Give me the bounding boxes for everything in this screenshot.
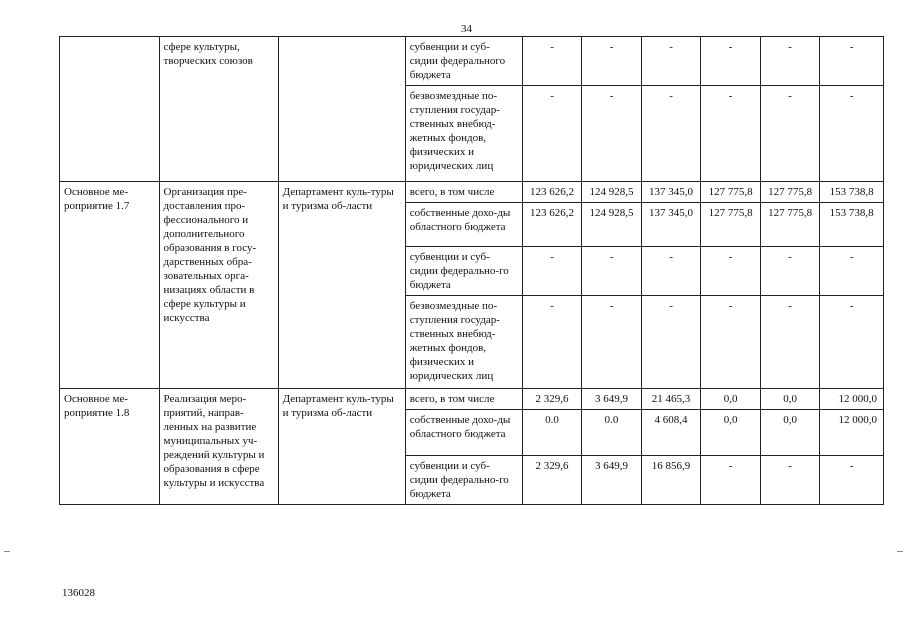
value-cell: - xyxy=(820,296,884,389)
funding-source-cell: субвенции и суб-сидии федерально-го бюджета xyxy=(405,247,522,296)
value-cell: 123 626,2 xyxy=(522,203,582,247)
value-cell: 0.0 xyxy=(522,410,582,456)
value-cell: 12 000,0 xyxy=(820,410,884,456)
measure-cell xyxy=(60,37,160,182)
value-cell: - xyxy=(760,247,820,296)
funding-source-cell: безвозмездные по-ступления государ-ственных внебюд-жетных фондов, физических и юридических лиц xyxy=(405,86,522,182)
value-cell: 2 329,6 xyxy=(522,389,582,410)
value-cell: 123 626,2 xyxy=(522,182,582,203)
value-cell: - xyxy=(701,247,761,296)
value-cell: 2 329,6 xyxy=(522,456,582,505)
value-cell: 0.0 xyxy=(582,410,642,456)
funding-source-cell: всего, в том числе xyxy=(405,389,522,410)
value-cell: 153 738,8 xyxy=(820,203,884,247)
value-cell: 0,0 xyxy=(760,389,820,410)
page-number: 34 xyxy=(461,23,472,35)
executor-cell: Департамент куль-туры и туризма об-ласти xyxy=(278,389,405,505)
value-cell: - xyxy=(760,296,820,389)
value-cell: - xyxy=(641,37,701,86)
table-row xyxy=(60,389,884,410)
value-cell: 127 775,8 xyxy=(701,182,761,203)
value-cell: - xyxy=(522,37,582,86)
value-cell: - xyxy=(522,86,582,182)
table-row xyxy=(60,182,884,203)
funding-source-cell: субвенции и суб-сидии федерально-го бюджета xyxy=(405,456,522,505)
funding-source-cell: всего, в том числе xyxy=(405,182,522,203)
value-cell: - xyxy=(522,247,582,296)
measure-description-cell: сфере культуры, творческих союзов xyxy=(159,37,278,182)
table-row xyxy=(60,37,884,86)
value-cell: 124 928,5 xyxy=(582,203,642,247)
value-cell: 137 345,0 xyxy=(641,182,701,203)
value-cell: - xyxy=(522,296,582,389)
funding-source-cell: субвенции и суб-сидии федерального бюджета xyxy=(405,37,522,86)
value-cell: 124 928,5 xyxy=(582,182,642,203)
value-cell: - xyxy=(760,37,820,86)
value-cell: - xyxy=(701,296,761,389)
measure-cell: Основное ме-роприятие 1.8 xyxy=(60,389,160,505)
value-cell: - xyxy=(820,37,884,86)
value-cell: 153 738,8 xyxy=(820,182,884,203)
value-cell: - xyxy=(760,86,820,182)
value-cell: 0,0 xyxy=(760,410,820,456)
executor-cell: Департамент куль-туры и туризма об-ласти xyxy=(278,182,405,389)
value-cell: 0,0 xyxy=(701,410,761,456)
measure-description-cell: Реализация меро-приятий, направ-ленных на развитие муниципальных уч-реждений культуры и образования в сфере культуры и искусства xyxy=(159,389,278,505)
value-cell: - xyxy=(641,86,701,182)
value-cell: - xyxy=(820,86,884,182)
funding-source-cell: собственные дохо-ды областного бюджета xyxy=(405,203,522,247)
document-code: 136028 xyxy=(62,587,95,599)
value-cell: 16 856,9 xyxy=(641,456,701,505)
value-cell: - xyxy=(820,456,884,505)
budget-table xyxy=(59,36,884,505)
value-cell: 127 775,8 xyxy=(760,203,820,247)
value-cell: 137 345,0 xyxy=(641,203,701,247)
margin-mark xyxy=(4,551,10,552)
value-cell: - xyxy=(582,37,642,86)
value-cell: - xyxy=(760,456,820,505)
value-cell: 3 649,9 xyxy=(582,456,642,505)
executor-cell xyxy=(278,37,405,182)
measure-description-cell: Организация пре-доставления про-фессионального и дополнительного образования в госу-дарственных обра-зовательных орга-низациях области в сфере культуры и искусства xyxy=(159,182,278,389)
value-cell: - xyxy=(641,296,701,389)
value-cell: - xyxy=(582,247,642,296)
value-cell: - xyxy=(820,247,884,296)
margin-mark xyxy=(897,551,903,552)
value-cell: - xyxy=(641,247,701,296)
value-cell: 21 465,3 xyxy=(641,389,701,410)
value-cell: 127 775,8 xyxy=(701,203,761,247)
funding-source-cell: собственные дохо-ды областного бюджета xyxy=(405,410,522,456)
value-cell: - xyxy=(582,296,642,389)
funding-source-cell: безвозмездные по-ступления государ-ственных внебюд-жетных фондов, физических и юридических лиц xyxy=(405,296,522,389)
value-cell: 0,0 xyxy=(701,389,761,410)
value-cell: 127 775,8 xyxy=(760,182,820,203)
measure-cell: Основное ме-роприятие 1.7 xyxy=(60,182,160,389)
value-cell: - xyxy=(701,86,761,182)
value-cell: 3 649,9 xyxy=(582,389,642,410)
value-cell: - xyxy=(582,86,642,182)
value-cell: 4 608,4 xyxy=(641,410,701,456)
value-cell: - xyxy=(701,456,761,505)
value-cell: 12 000,0 xyxy=(820,389,884,410)
value-cell: - xyxy=(701,37,761,86)
